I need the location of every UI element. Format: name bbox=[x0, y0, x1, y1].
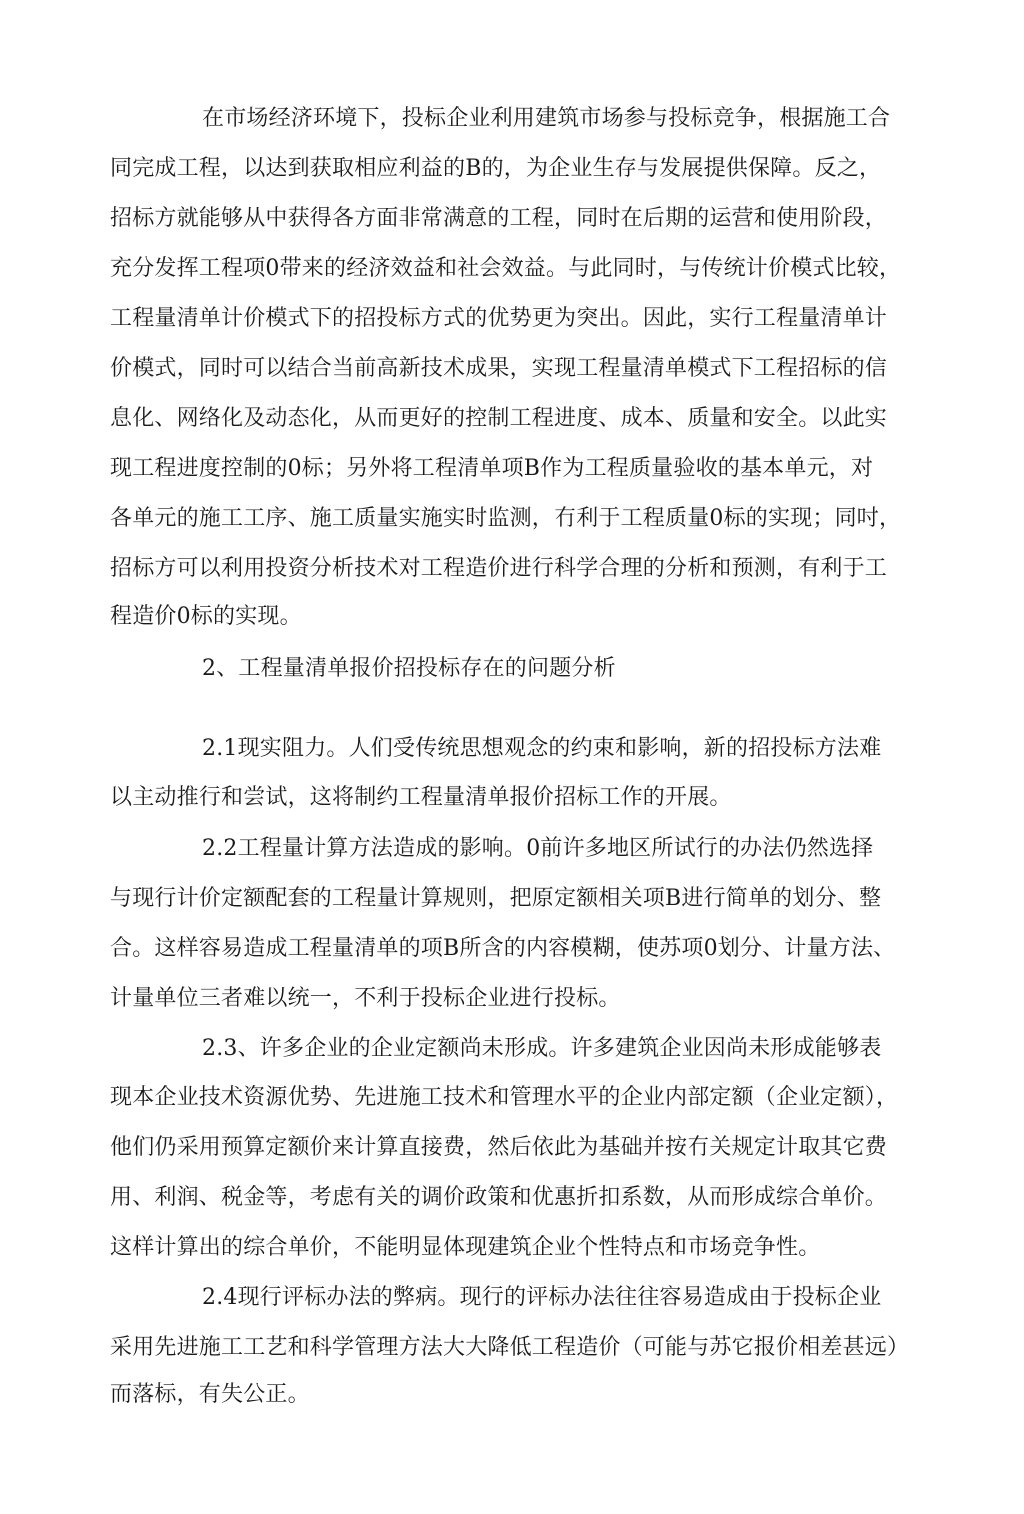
paragraph-2-4-line-3: 而落标，有失公正。 bbox=[110, 1382, 310, 1407]
paragraph-1-line-3: 招标方就能够从中获得各方面非常满意的工程，同时在后期的运营和使用阶段， bbox=[110, 206, 888, 231]
paragraph-2-3-line-1: 2.3、许多企业的企业定额尚未形成。许多建筑企业因尚未形成能够表 bbox=[202, 1036, 882, 1061]
paragraph-1-line-10: 招标方可以利用投资分析技术对工程造价进行科学合理的分析和预测，有利于工 bbox=[110, 556, 888, 581]
paragraph-2-3-line-5: 这样计算出的综合单价，不能明显体现建筑企业个性特点和市场竞争性。 bbox=[110, 1235, 821, 1260]
paragraph-1-line-2: 同完成工程，以达到获取相应利益的B的，为企业生存与发展提供保障。反之， bbox=[110, 156, 882, 181]
paragraph-1-line-6: 价模式，同时可以结合当前高新技术成果，实现工程量清单模式下工程招标的信 bbox=[110, 356, 888, 381]
paragraph-2-3-line-3: 他们仍采用预算定额价来计算直接费，然后依此为基础并按冇关规定计取其它费 bbox=[110, 1135, 888, 1160]
paragraph-2-2-line-2: 与现行计价定额配套的工程量计算规则，把原定额相关项B进行简单的划分、整 bbox=[110, 886, 882, 911]
paragraph-1-line-5: 工程量清单计价模式下的招投标方式的优势更为突出。因此，实行工程量清单计 bbox=[110, 306, 888, 331]
paragraph-1-line-1: 在市场经济环境下，投标企业利用建筑市场参与投标竞争，根据施工合 bbox=[202, 106, 891, 131]
paragraph-2-2-line-1: 2.2工程量计算方法造成的影响。0前许多地区所试行的办法仍然选择 bbox=[202, 836, 874, 861]
paragraph-2-3-line-4: 用、利润、税金等，考虑有关的调价政策和优惠折扣系数，从而形成综合单价。 bbox=[110, 1185, 888, 1210]
paragraph-2-3-line-2: 现本企业技术资源优势、先进施工技术和管理水平的企业内部定额（企业定额）， bbox=[110, 1085, 899, 1110]
paragraph-2-1-line-1: 2.1现实阻力。人们受传统思想观念的约束和影响，新的招投标方法难 bbox=[202, 736, 882, 761]
paragraph-1-line-9: 各单元的施工工序、施工质量实施实时监测，冇利于工程质量0标的实现；同吋， bbox=[110, 506, 902, 531]
paragraph-1-line-11: 程造价0标的实现。 bbox=[110, 604, 302, 629]
paragraph-2-4-line-2: 采用先进施工工艺和科学管理方法大大降低工程造价（可能与苏它报价相差甚远） bbox=[110, 1335, 910, 1360]
paragraph-2-1-line-2: 以主动推行和尝试，这将制约工程量清单报价招标工作的开展。 bbox=[110, 785, 732, 810]
paragraph-2-2-line-4: 计量单位三者难以统一，不利于投标企业进行投标。 bbox=[110, 986, 621, 1011]
section-heading-2: 2、工程量清单报价招投标存在的问题分析 bbox=[202, 656, 616, 681]
paragraph-2-4-line-1: 2.4现行评标办法的弊病。现行的评标办法往往容易造成由于投标企业 bbox=[202, 1285, 882, 1310]
paragraph-1-line-4: 充分发挥工程项0带来的经济效益和社会效益。与此同时，与传统计价模式比较， bbox=[110, 256, 902, 281]
paragraph-1-line-8: 现工程进度控制的0标；另外将工程清单项B作为工程质量验收的基本单元，对 bbox=[110, 456, 874, 481]
paragraph-2-2-line-3: 合。这样容易造成工程量清单的项B所含的内容模糊，使苏项0划分、计量方法、 bbox=[110, 936, 896, 961]
paragraph-1-line-7: 息化、网络化及动态化，从而更好的控制工程进度、成本、质量和安全。以此实 bbox=[110, 406, 888, 431]
